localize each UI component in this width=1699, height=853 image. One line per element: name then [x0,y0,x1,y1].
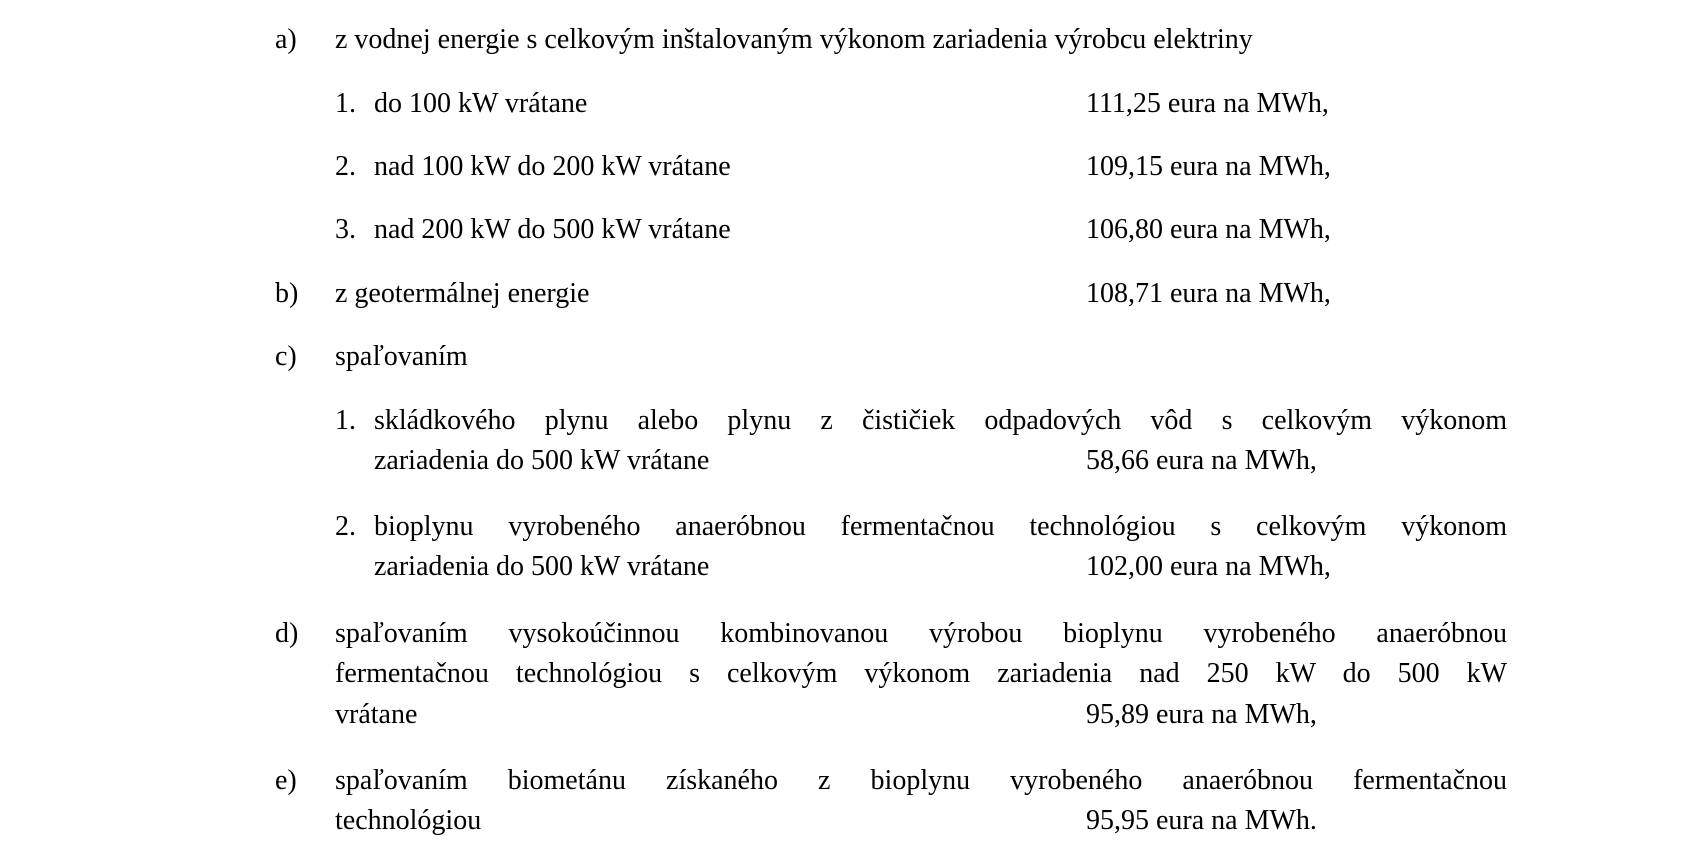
item-price-e: 95,95 eura na MWh. [1086,805,1317,836]
subitem-text: nad 200 kW do 500 kW vrátane [374,214,731,245]
item-text-d-line1: spaľovaním vysokoúčinnou kombinovanou výrobou bioplynu vyrobeného anaeróbnou [335,618,1507,649]
item-text-b: z geotermálnej energie [335,278,590,309]
subitem-text-line1: skládkového plynu alebo plynu z čističiek odpadových vôd s celkovým výkonom [374,405,1507,436]
subitem-number: 1. [335,88,356,119]
subitem-price: 111,25 eura na MWh, [1086,88,1329,119]
subitem-price: 58,66 eura na MWh, [1086,445,1317,476]
item-text-a: z vodnej energie s celkovým inštalovaným výkonom zariadenia výrobcu elektriny [335,24,1253,55]
item-marker-a: a) [275,24,297,55]
subitem-number: 2. [335,151,356,182]
item-marker-b: b) [275,278,299,309]
item-text-d-line2: fermentačnou technológiou s celkovým výkonom zariadenia nad 250 kW do 500 kW [335,658,1507,689]
subitem-number: 3. [335,214,356,245]
item-text-c: spaľovaním [335,341,468,372]
item-marker-d: d) [275,618,299,649]
subitem-text-line2: zariadenia do 500 kW vrátane [374,445,710,476]
item-text-d-line3: vrátane [335,699,418,730]
item-text-e-line2: technológiou [335,805,482,836]
item-marker-c: c) [275,341,297,372]
item-marker-e: e) [275,765,297,796]
subitem-price: 109,15 eura na MWh, [1086,151,1331,182]
subitem-text: nad 100 kW do 200 kW vrátane [374,151,731,182]
subitem-number: 2. [335,511,356,542]
subitem-price: 106,80 eura na MWh, [1086,214,1331,245]
subitem-number: 1. [335,405,356,436]
item-price-d: 95,89 eura na MWh, [1086,699,1317,730]
subitem-price: 102,00 eura na MWh, [1086,551,1331,582]
subitem-text-line1: bioplynu vyrobeného anaeróbnou fermentačnou technológiou s celkovým výkonom [374,511,1507,542]
item-price-b: 108,71 eura na MWh, [1086,278,1331,309]
subitem-text: do 100 kW vrátane [374,88,588,119]
item-text-e-line1: spaľovaním biometánu získaného z bioplynu vyrobeného anaeróbnou fermentačnou [335,765,1507,796]
subitem-text-line2: zariadenia do 500 kW vrátane [374,551,710,582]
